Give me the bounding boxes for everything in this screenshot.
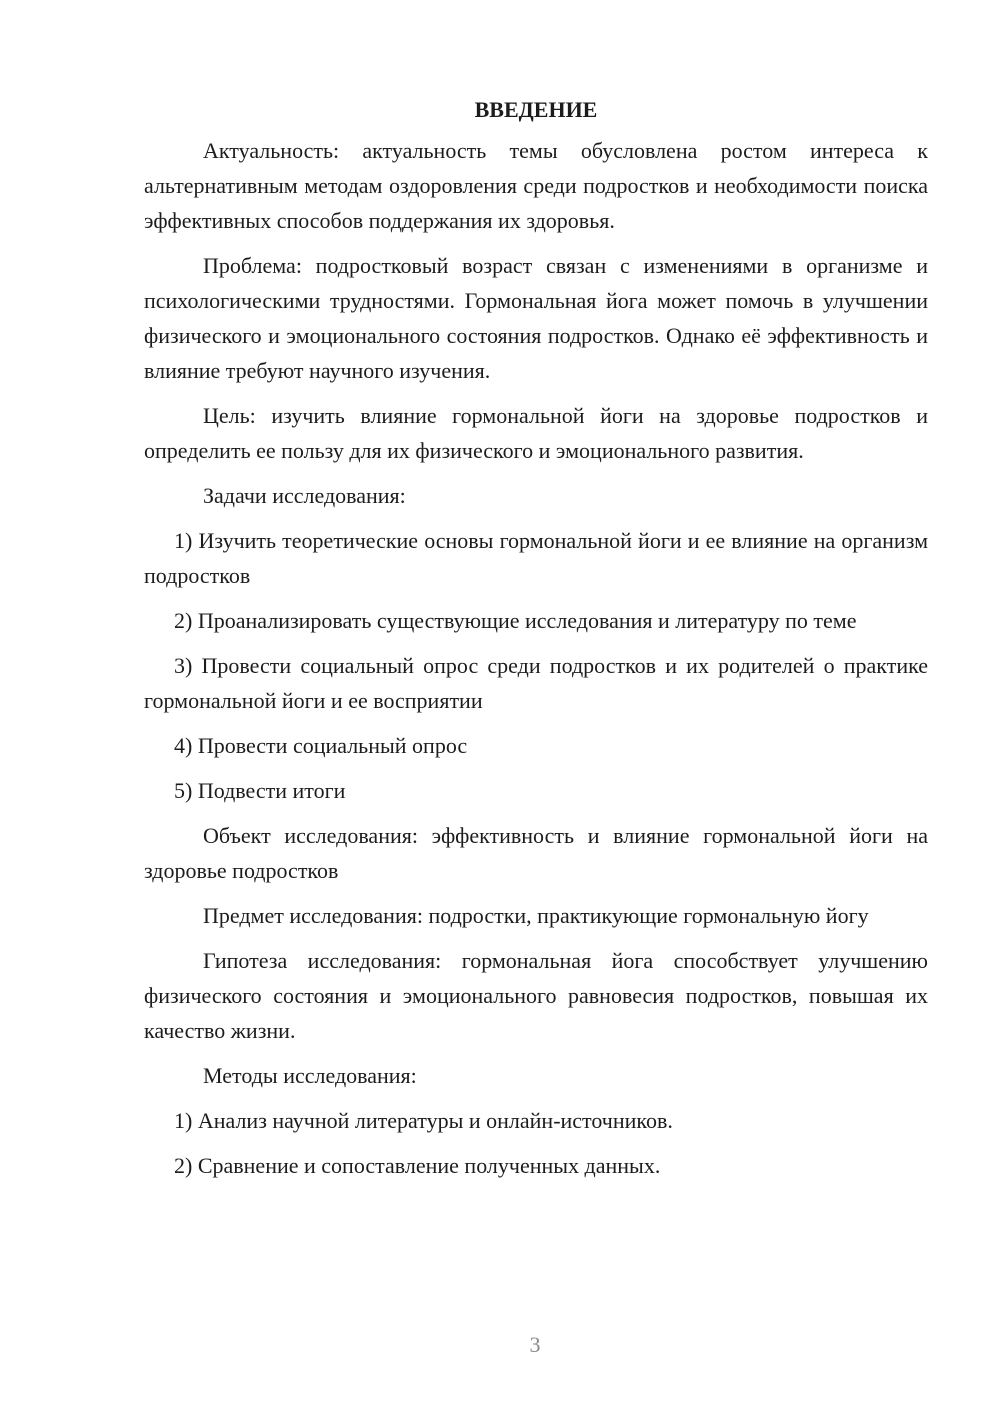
section-heading: ВВЕДЕНИЕ [474,97,598,122]
task-item-4: 4) Провести социальный опрос [174,733,468,758]
object-paragraph: Объект исследования: эффективность и влияние гормональной йоги на здоровье подростков [144,823,928,883]
task-item-5: 5) Подвести итоги [174,778,346,803]
task-item-3: 3) Провести социальный опрос среди подростков и их родителей о практике гормональной йоги и ее восприятии [144,653,928,713]
method-item-2: 2) Сравнение и сопоставление полученных данных. [174,1153,661,1178]
task-item-2: 2) Проанализировать существующие исследования и литературу по теме [174,608,857,633]
tasks-title: Задачи исследования: [203,483,406,508]
subject-paragraph: Предмет исследования: подростки, практикующие гормональную йогу [203,903,869,928]
document-page [144,92,928,1193]
method-item-1: 1) Анализ научной литературы и онлайн-источников. [174,1108,673,1133]
relevance-paragraph: Актуальность: актуальность темы обусловлена ростом интереса к альтернативным методам оздоровления среди подростков и необходимости поиска эффективных способов поддержания их здоровья. [144,138,928,233]
goal-paragraph: Цель: изучить влияние гормональной йоги на здоровье подростков и определить ее пользу для их физического и эмоционального развития. [144,403,928,463]
methods-title: Методы исследования: [203,1063,417,1088]
task-item-1: 1) Изучить теоретические основы гормональной йоги и ее влияние на организм подростков [144,528,928,588]
page-number: 3 [529,1332,541,1357]
hypothesis-paragraph: Гипотеза исследования: гормональная йога способствует улучшению физического состояния и эмоционального равновесия подростков, повышая их качество жизни. [144,948,928,1043]
problem-paragraph: Проблема: подростковый возраст связан с изменениями в организме и психологическими трудностями. Гормональная йога может помочь в улучшении физического и эмоционального состояния подростков. Однако её эффективность и влияние требуют научного изучения. [144,253,928,383]
